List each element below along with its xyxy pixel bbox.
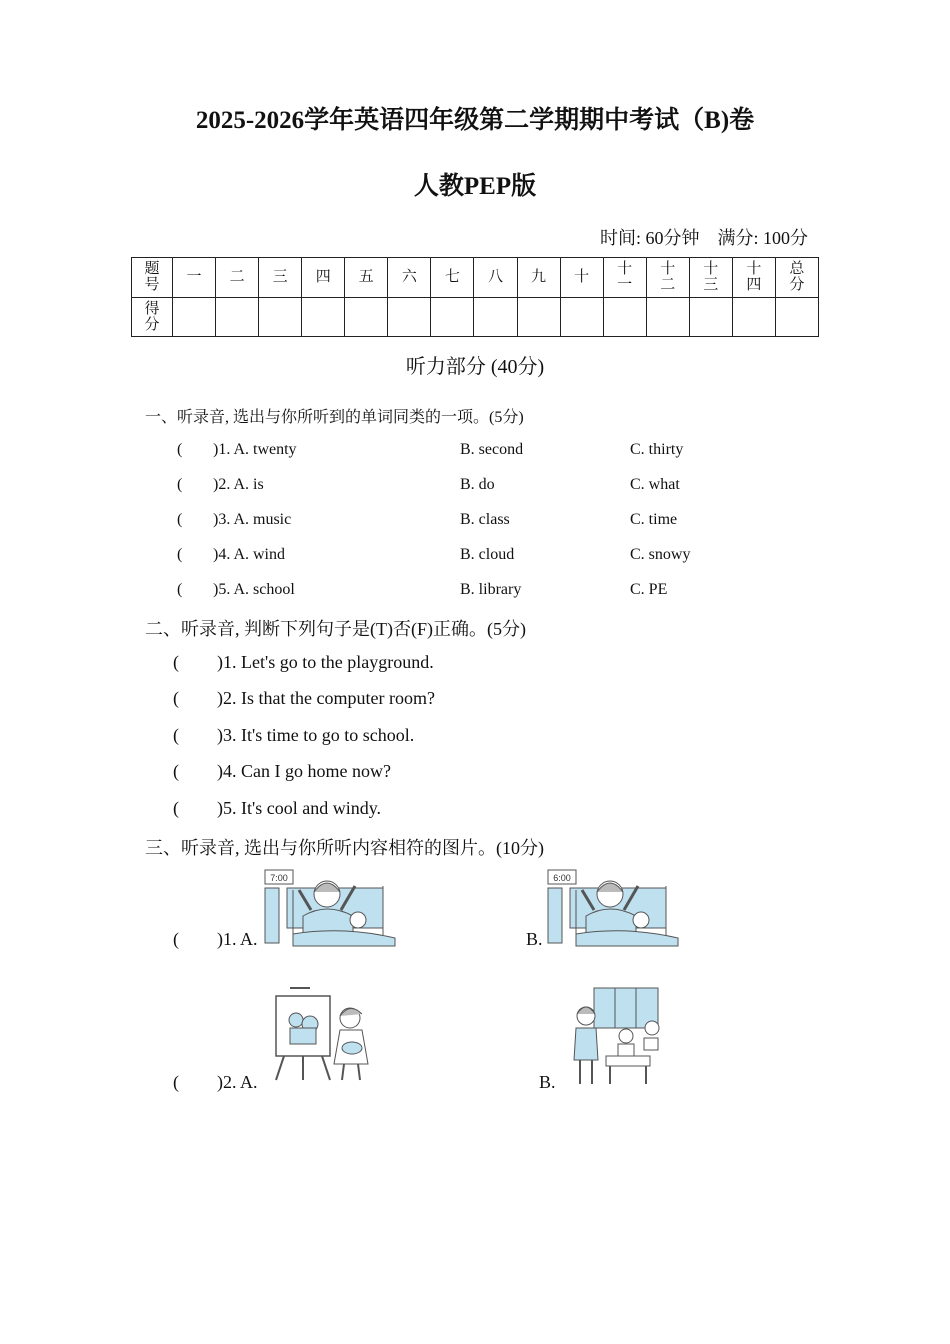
- part3-item-1: ( )1. A.: [173, 929, 258, 949]
- part2-title: 二、听录音, 判断下列句子是(T)否(F)正确。(5分): [145, 619, 526, 639]
- full-score: 满分: 100分: [717, 228, 808, 248]
- score-table-header-row: [132, 258, 819, 298]
- part1-item-3-b: B. class: [460, 511, 510, 528]
- col-8: 八: [474, 258, 517, 298]
- part2-item-4: ( )4. Can I go home now?: [173, 761, 391, 781]
- col-4: 四: [302, 258, 345, 298]
- part1-item-1-b: B. second: [460, 441, 524, 458]
- section-title: 听力部分 (40分): [405, 356, 545, 378]
- score-cell[interactable]: [689, 297, 732, 337]
- part1-item-3-c: C. time: [630, 511, 678, 528]
- score-cell[interactable]: [603, 297, 646, 337]
- col-6: 六: [388, 258, 431, 298]
- clock-b-label: 6:00: [553, 873, 571, 883]
- part1-item-5-b: B. library: [460, 581, 522, 598]
- score-cell[interactable]: [732, 297, 775, 337]
- score-cell[interactable]: [775, 297, 818, 337]
- part1-item-1: ( )1. A. twenty: [177, 441, 297, 458]
- part1-item-3: ( )3. A. music: [177, 511, 292, 528]
- time-limit: 时间: 60分钟: [599, 228, 700, 248]
- score-cell[interactable]: [474, 297, 517, 337]
- col-9: 九: [517, 258, 560, 298]
- girl-waking-up-image-a[interactable]: [263, 868, 397, 948]
- part2-item-3: ( )3. It's time to go to school.: [173, 725, 415, 745]
- part3-item-2: ( )2. A.: [173, 1072, 258, 1092]
- part2-item-1: ( )1. Let's go to the playground.: [173, 652, 434, 672]
- score-cell[interactable]: [388, 297, 431, 337]
- score-cell[interactable]: [431, 297, 474, 337]
- col-7: 七: [431, 258, 474, 298]
- exam-subtitle: 人教PEP版: [413, 173, 537, 200]
- col-11: 十 一: [603, 258, 646, 298]
- part2-item-5: ( )5. It's cool and windy.: [173, 798, 382, 818]
- part1-item-2: ( )2. A. is: [177, 476, 264, 493]
- part1-item-4-c: C. snowy: [630, 546, 691, 563]
- col-10: 十: [560, 258, 603, 298]
- score-cell[interactable]: [517, 297, 560, 337]
- part2-item-2: ( )2. Is that the computer room?: [173, 688, 435, 708]
- score-table: [131, 257, 819, 337]
- score-cell[interactable]: [646, 297, 689, 337]
- score-cell[interactable]: [345, 297, 388, 337]
- part3-item-2-b: B.: [539, 1072, 556, 1092]
- part1-item-4: ( )4. A. wind: [177, 546, 285, 563]
- score-cell[interactable]: [259, 297, 302, 337]
- score-table-row-label: 题 号: [132, 258, 173, 298]
- col-1: 一: [173, 258, 216, 298]
- score-row-label: 得 分: [132, 297, 173, 337]
- part1-item-2-c: C. what: [630, 476, 680, 493]
- classroom-image[interactable]: [566, 984, 664, 1088]
- score-cell[interactable]: [560, 297, 603, 337]
- col-14: 十 四: [732, 258, 775, 298]
- part1-item-5: ( )5. A. school: [177, 581, 295, 598]
- part3-item-1-b: B.: [526, 929, 543, 949]
- clock-a-label: 7:00: [270, 873, 288, 883]
- part1-item-4-b: B. cloud: [460, 546, 515, 563]
- part3-title: 三、听录音, 选出与你所听内容相符的图片。(10分): [145, 838, 544, 858]
- score-cell[interactable]: [302, 297, 345, 337]
- part1-title: 一、听录音, 选出与你所听到的单词同类的一项。(5分): [145, 409, 524, 426]
- col-2: 二: [216, 258, 259, 298]
- girl-painting-image[interactable]: [270, 984, 374, 1084]
- part1-item-1-c: C. thirty: [630, 441, 684, 458]
- part1-item-5-c: C. PE: [630, 581, 668, 598]
- part1-item-2-b: B. do: [460, 476, 495, 493]
- score-table-score-row: [132, 297, 819, 337]
- exam-meta: [600, 224, 808, 250]
- col-13: 十 三: [689, 258, 732, 298]
- exam-title: 2025-2026学年英语四年级第二学期期中考试（B)卷: [195, 107, 755, 134]
- score-cell[interactable]: [173, 297, 216, 337]
- score-cell[interactable]: [216, 297, 259, 337]
- girl-waking-up-image-b[interactable]: [546, 868, 680, 948]
- col-12: 十 二: [646, 258, 689, 298]
- col-total: 总 分: [775, 258, 818, 298]
- col-5: 五: [345, 258, 388, 298]
- col-3: 三: [259, 258, 302, 298]
